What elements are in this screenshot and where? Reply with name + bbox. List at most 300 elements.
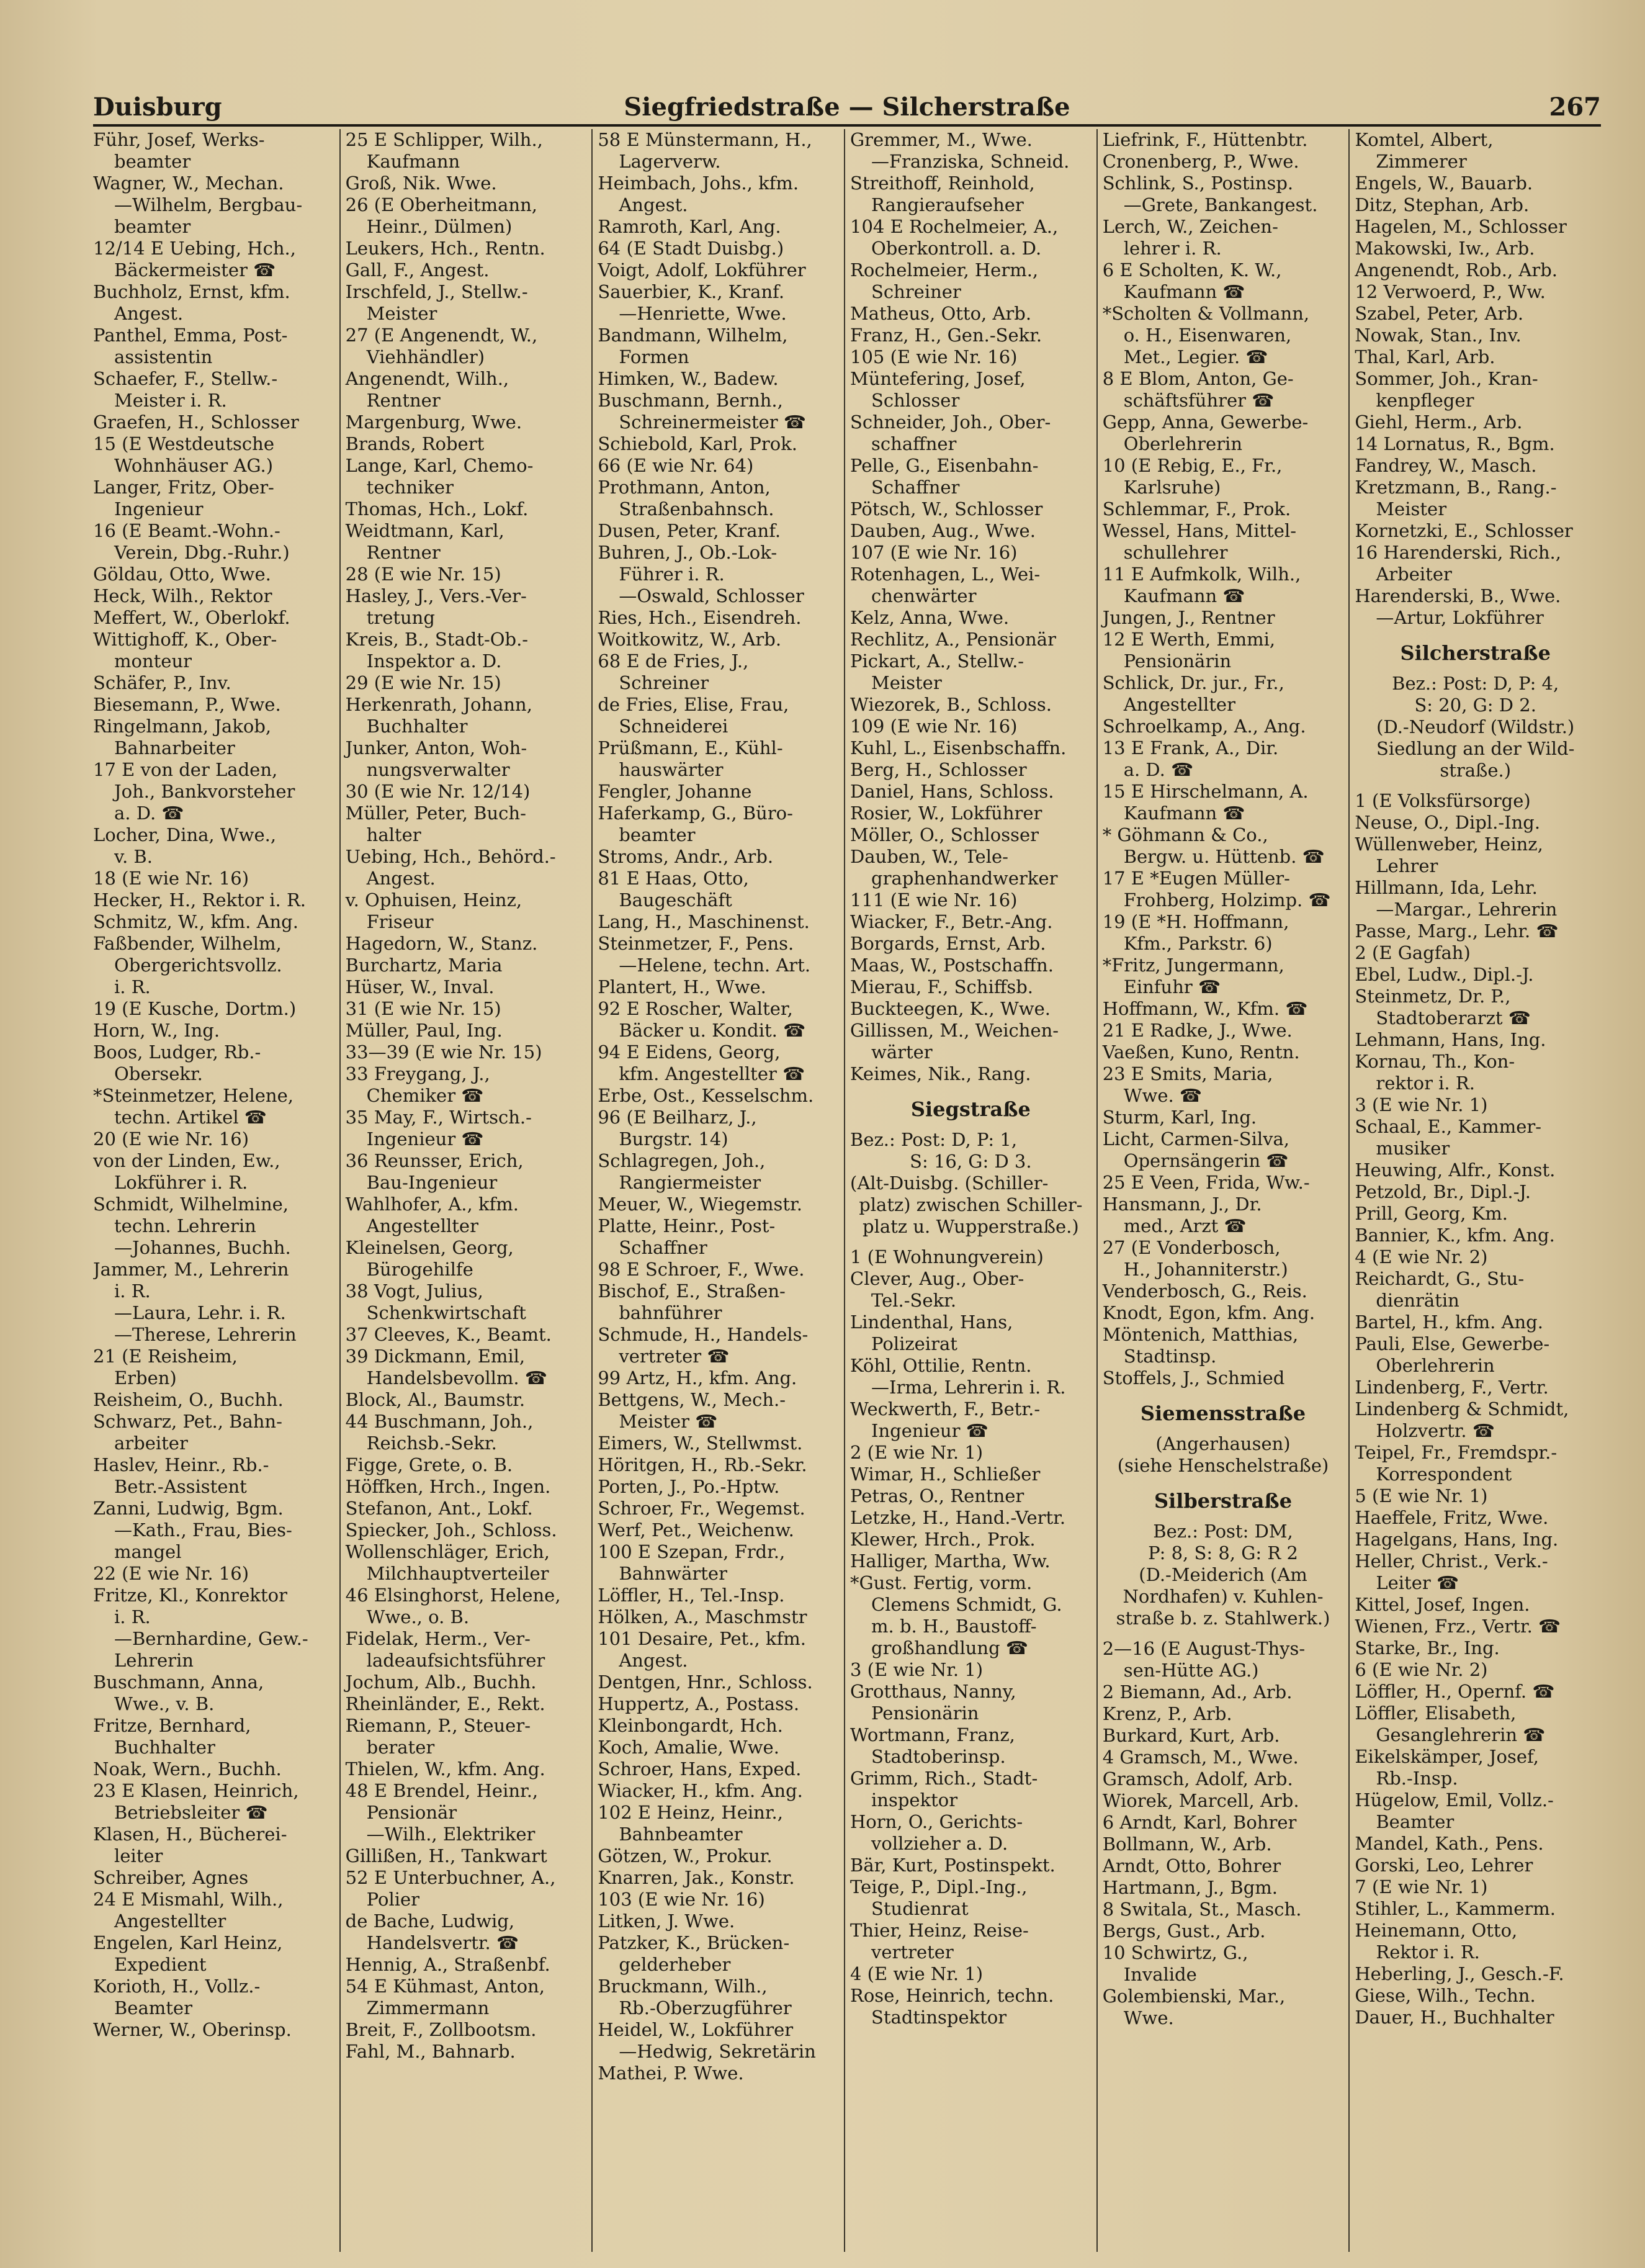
directory-line: Stoffels, J., Schmied: [1102, 1367, 1285, 1388]
directory-line: Buhren, J., Ob.-Lok-: [598, 542, 778, 563]
directory-line: i. R.: [114, 1280, 151, 1302]
directory-line: 21 E Radke, J., Wwe.: [1102, 1020, 1293, 1041]
directory-line: kfm. Angestellter ☎: [619, 1063, 805, 1084]
directory-line: Fritze, Kl., Konrektor: [93, 1585, 287, 1606]
directory-line: 6 (E wie Nr. 2): [1355, 1659, 1488, 1680]
directory-line: Baugeschäft: [619, 889, 732, 911]
column-6: [1348, 129, 1601, 2252]
directory-line: v. B.: [114, 846, 153, 867]
directory-line: kenpfleger: [1376, 390, 1474, 411]
directory-line: Kornetzki, E., Schlosser: [1355, 520, 1573, 541]
directory-line: Fahl, M., Bahnarb.: [345, 2041, 516, 2062]
directory-line: Klasen, H., Bücherei-: [93, 1824, 287, 1845]
directory-line: —Johannes, Buchh.: [114, 1237, 291, 1258]
directory-line: * Göhmann & Co.,: [1102, 824, 1268, 845]
directory-line: Faßbender, Wilhelm,: [93, 933, 282, 954]
directory-line: 6 E Scholten, K. W.,: [1102, 259, 1282, 281]
directory-line: Leukers, Hch., Rentn.: [345, 238, 545, 259]
directory-line: 94 E Eidens, Georg,: [598, 1042, 781, 1063]
directory-line: dienrätin: [1376, 1290, 1459, 1311]
directory-line: Jammer, M., Lehrerin: [93, 1259, 289, 1280]
directory-line: Weidtmann, Karl,: [345, 520, 504, 541]
directory-line: o. H., Eisenwaren,: [1123, 325, 1292, 346]
page-header: [93, 87, 1601, 127]
directory-line: Teige, P., Dipl.-Ing.,: [850, 1876, 1028, 1897]
directory-line: —Oswald, Schlosser: [619, 585, 804, 606]
directory-line: Bannier, K., kfm. Ang.: [1355, 1225, 1555, 1246]
directory-line: Dauben, Aug., Wwe.: [850, 520, 1036, 541]
directory-line: Beamter: [114, 1997, 192, 2018]
directory-line: 48 E Brendel, Heinr.,: [345, 1780, 539, 1801]
directory-line: Nowak, Stan., Inv.: [1355, 325, 1522, 346]
directory-line: (D.-Meiderich (Am: [1139, 1564, 1307, 1585]
directory-line: Löffler, H., Tel.-Insp.: [598, 1585, 785, 1606]
directory-line: Klewer, Hrch., Prok.: [850, 1529, 1036, 1550]
directory-line: Bez.: Post: D, P: 4,: [1392, 673, 1559, 694]
header-street-range: Siegfriedstraße — Silcherstraße: [624, 92, 1070, 122]
directory-line: bahnführer: [619, 1302, 722, 1323]
directory-line: v. Ophuisen, Heinz,: [345, 889, 522, 911]
directory-line: Woitkowitz, W., Arb.: [598, 629, 782, 650]
directory-line: Clemens Schmidt, G.: [871, 1594, 1062, 1615]
directory-line: Viehhändler): [366, 346, 485, 367]
directory-line: 21 (E Reisheim,: [93, 1346, 238, 1367]
page-number: 267: [1549, 92, 1601, 122]
directory-line: Korrespondent: [1376, 1464, 1512, 1485]
directory-line: Buschmann, Anna,: [93, 1672, 264, 1693]
directory-line: 8 Switala, St., Masch.: [1102, 1899, 1302, 1920]
directory-line: 111 (E wie Nr. 16): [850, 889, 1018, 911]
directory-line: (siehe Henschelstraße): [1117, 1455, 1329, 1476]
directory-line: Pelle, G., Eisenbahn-: [850, 455, 1039, 476]
directory-line: Buchholz, Ernst, kfm.: [93, 281, 290, 302]
directory-line: Rechlitz, A., Pensionär: [850, 629, 1056, 650]
directory-line: Wimar, H., Schließer: [850, 1464, 1041, 1485]
directory-line: 39 Dickmann, Emil,: [345, 1346, 526, 1367]
directory-line: Langer, Fritz, Ober-: [93, 477, 274, 498]
directory-line: Vaeßen, Kuno, Rentn.: [1102, 1042, 1300, 1063]
directory-line: Burgstr. 14): [619, 1128, 728, 1150]
directory-line: Himken, W., Badew.: [598, 368, 779, 389]
directory-line: Rentner: [366, 390, 441, 411]
directory-line: Hartmann, J., Bgm.: [1102, 1877, 1278, 1898]
directory-line: Schmude, H., Handels-: [598, 1324, 809, 1345]
directory-line: techn. Artikel ☎: [114, 1107, 267, 1128]
directory-line: Porten, J., Po.-Hptw.: [598, 1476, 780, 1497]
directory-line: Bäcker u. Kondit. ☎: [619, 1020, 806, 1041]
directory-line: 4 (E wie Nr. 1): [850, 1963, 984, 1984]
directory-line: 102 E Heinz, Heinr.,: [598, 1802, 783, 1823]
directory-line: 4 Gramsch, M., Wwe.: [1102, 1747, 1299, 1768]
directory-line: —Artur, Lokführer: [1376, 607, 1544, 628]
directory-line: Breit, F., Zollbootsm.: [345, 2019, 537, 2040]
directory-line: Angest.: [366, 868, 436, 889]
directory-line: Rentner: [366, 542, 441, 563]
directory-line: Makowski, Iw., Arb.: [1355, 238, 1535, 259]
directory-line: platz) zwischen Schiller-: [859, 1194, 1083, 1215]
directory-line: Rheinländer, E., Rekt.: [345, 1693, 545, 1714]
directory-line: straße b. z. Stahlwerk.): [1116, 1608, 1330, 1629]
directory-line: Prill, Georg, Km.: [1355, 1203, 1508, 1224]
directory-line: Schaefer, F., Stellw.-: [93, 368, 278, 389]
directory-line: Borgards, Ernst, Arb.: [850, 933, 1046, 954]
directory-line: Graefen, H., Schlosser: [93, 412, 299, 433]
directory-line: Lindenberg & Schmidt,: [1355, 1398, 1569, 1420]
directory-line: Betriebsleiter ☎: [114, 1802, 268, 1823]
directory-line: Götzen, W., Prokur.: [598, 1845, 773, 1866]
directory-line: Junker, Anton, Woh-: [345, 737, 527, 758]
directory-line: 24 E Mismahl, Wilh.,: [93, 1889, 284, 1910]
directory-line: Haeffele, Fritz, Wwe.: [1355, 1507, 1549, 1528]
directory-line: 12 Verwoerd, P., Ww.: [1355, 281, 1546, 302]
directory-line: Rose, Heinrich, techn.: [850, 1985, 1054, 2006]
directory-line: Fidelak, Herm., Ver-: [345, 1628, 531, 1649]
directory-line: Pensionär: [366, 1802, 457, 1823]
directory-line: 13 E Frank, A., Dir.: [1102, 737, 1279, 758]
directory-line: 17 E *Eugen Müller-: [1102, 868, 1290, 889]
directory-line: Lang, H., Maschinenst.: [598, 911, 810, 932]
directory-line: Heberling, J., Gesch.-F.: [1355, 1963, 1564, 1984]
directory-line: Stroms, Andr., Arb.: [598, 846, 774, 867]
directory-line: 81 E Haas, Otto,: [598, 868, 749, 889]
directory-line: Panthel, Emma, Post-: [93, 325, 288, 346]
directory-line: Führer i. R.: [619, 564, 725, 585]
directory-line: Letzke, H., Hand.-Vertr.: [850, 1507, 1066, 1528]
directory-line: Franz, H., Gen.-Sekr.: [850, 325, 1042, 346]
directory-line: Angestellter: [366, 1215, 478, 1236]
directory-line: Oberkontroll. a. D.: [871, 238, 1042, 259]
directory-line: musiker: [1376, 1138, 1450, 1159]
directory-line: 104 E Rochelmeier, A.,: [850, 216, 1059, 237]
directory-line: monteur: [114, 650, 192, 672]
directory-line: Angest.: [619, 194, 688, 215]
directory-line: Golembienski, Mar.,: [1102, 1986, 1286, 2007]
directory-line: Stadtinsp.: [1123, 1346, 1217, 1367]
directory-line: Bürogehilfe: [366, 1259, 473, 1280]
directory-line: Noak, Wern., Buchh.: [93, 1758, 282, 1780]
directory-line: Starke, Br., Ing.: [1355, 1637, 1500, 1658]
directory-line: Arndt, Otto, Bohrer: [1102, 1855, 1281, 1876]
directory-line: Angest.: [114, 303, 184, 324]
directory-line: Krenz, P., Arb.: [1102, 1703, 1232, 1724]
directory-line: Mathei, P. Wwe.: [598, 2063, 744, 2084]
directory-line: Dentgen, Hnr., Schloss.: [598, 1672, 813, 1693]
directory-line: Thielen, W., kfm. Ang.: [345, 1758, 545, 1780]
directory-line: Jungen, J., Rentner: [1102, 607, 1275, 628]
directory-line: Hagelen, M., Schlosser: [1355, 216, 1567, 237]
directory-line: Knodt, Egon, kfm. Ang.: [1102, 1302, 1316, 1323]
directory-line: Wienen, Frz., Vertr. ☎: [1355, 1616, 1561, 1637]
directory-line: 109 (E wie Nr. 16): [850, 716, 1018, 737]
directory-line: Ebel, Ludw., Dipl.-J.: [1355, 964, 1534, 985]
directory-line: Dauben, W., Tele-: [850, 846, 1008, 867]
directory-line: Bez.: Post: DM,: [1153, 1521, 1293, 1542]
directory-line: schäftsführer ☎: [1123, 390, 1275, 411]
directory-line: Betr.-Assistent: [114, 1476, 247, 1497]
directory-line: Szabel, Peter, Arb.: [1355, 303, 1524, 324]
directory-line: Angestellter: [1123, 694, 1235, 715]
directory-line: 7 (E wie Nr. 1): [1355, 1876, 1488, 1897]
directory-line: Plantert, H., Wwe.: [598, 976, 766, 997]
directory-line: beamter: [619, 824, 696, 845]
directory-line: Bergw. u. Hüttenb. ☎: [1123, 846, 1325, 867]
column-4: [844, 129, 1096, 2252]
directory-line: Lindenthal, Hans,: [850, 1312, 1013, 1333]
directory-line: Licht, Carmen-Silva,: [1102, 1128, 1290, 1150]
directory-line: Reichardt, G., Stu-: [1355, 1268, 1525, 1289]
directory-line: Haslev, Heinr., Rb.-: [93, 1454, 269, 1475]
directory-line: Kleinbongardt, Hch.: [598, 1715, 783, 1736]
directory-line: 98 E Schroer, F., Wwe.: [598, 1259, 805, 1280]
directory-line: Wwe., o. B.: [366, 1606, 470, 1627]
directory-line: Clever, Aug., Ober-: [850, 1268, 1024, 1289]
directory-line: Boos, Ludger, Rb.-: [93, 1042, 261, 1063]
directory-line: Gillissen, M., Weichen-: [850, 1020, 1059, 1041]
directory-line: Liefrink, F., Hüttenbtr.: [1102, 129, 1308, 150]
directory-line: Meffert, W., Oberlokf.: [93, 607, 290, 628]
directory-line: Passe, Marg., Lehr. ☎: [1355, 920, 1559, 942]
directory-line: Lagerverw.: [619, 151, 721, 172]
directory-line: Engels, W., Bauarb.: [1355, 173, 1533, 194]
directory-line: Hoffmann, W., Kfm. ☎: [1102, 998, 1308, 1019]
directory-line: 15 (E Westdeutsche: [93, 433, 274, 454]
directory-line: 20 (E wie Nr. 16): [93, 1128, 249, 1150]
directory-line: Handelsvertr. ☎: [366, 1932, 519, 1953]
directory-line: Meister: [871, 672, 942, 693]
directory-line: Kaufmann ☎: [1123, 585, 1245, 606]
directory-line: Giehl, Herm., Arb.: [1355, 412, 1523, 433]
directory-line: Heinr., Dülmen): [366, 216, 513, 237]
directory-line: Zimmermann: [366, 1997, 490, 2018]
directory-line: Litken, J. Wwe.: [598, 1910, 735, 1932]
directory-line: 6 Arndt, Karl, Bohrer: [1102, 1812, 1297, 1833]
directory-line: 15 E Hirschelmann, A.: [1102, 781, 1309, 802]
directory-line: P: 8, S: 8, G: R 2: [1148, 1542, 1298, 1564]
directory-line: *Fritz, Jungermann,: [1102, 955, 1284, 976]
directory-line: 12/14 E Uebing, Hch.,: [93, 238, 296, 259]
directory-line: wärter: [871, 1042, 933, 1063]
directory-line: Beamter: [1376, 1811, 1455, 1832]
directory-line: 33—39 (E wie Nr. 15): [345, 1042, 542, 1063]
directory-line: Sturm, Karl, Ing.: [1102, 1107, 1257, 1128]
directory-line: Kornau, Th., Kon-: [1355, 1051, 1515, 1072]
directory-line: Heck, Wilh., Rektor: [93, 585, 272, 606]
directory-line: Cronenberg, P., Wwe.: [1102, 151, 1299, 172]
directory-line: Halliger, Martha, Ww.: [850, 1550, 1051, 1572]
directory-line: tretung: [366, 607, 435, 628]
directory-line: Schneider, Joh., Ober-: [850, 412, 1051, 433]
directory-line: Mandel, Kath., Pens.: [1355, 1833, 1544, 1854]
directory-line: Hagelgans, Hans, Ing.: [1355, 1529, 1559, 1550]
directory-line: Reichsb.-Sekr.: [366, 1433, 497, 1454]
directory-line: Frohberg, Holzimp. ☎: [1123, 889, 1331, 911]
directory-line: Angenendt, Wilh.,: [345, 368, 509, 389]
directory-line: Heinemann, Otto,: [1355, 1920, 1518, 1941]
directory-line: Bergs, Gust., Arb.: [1102, 1920, 1266, 1942]
directory-line: Schreiner: [871, 281, 961, 302]
column-5: [1096, 129, 1349, 2252]
directory-line: 96 (E Beilharz, J.,: [598, 1107, 757, 1128]
directory-line: Bez.: Post: D, P: 1,: [850, 1129, 1018, 1150]
directory-line: Zimmerer: [1376, 151, 1467, 172]
directory-line: —Henriette, Wwe.: [619, 303, 787, 324]
directory-line: Milchhauptverteiler: [366, 1563, 549, 1584]
directory-line: Maas, W., Postschaffn.: [850, 955, 1054, 976]
directory-line: 16 (E Beamt.-Wohn.-: [93, 520, 280, 541]
directory-line: Bollmann, W., Arb.: [1102, 1834, 1272, 1855]
directory-line: Arbeiter: [1376, 564, 1452, 585]
street-heading: Silberstraße: [1154, 1489, 1293, 1513]
directory-line: 31 (E wie Nr. 15): [345, 998, 501, 1019]
directory-line: 14 Lornatus, R., Bgm.: [1355, 433, 1555, 454]
directory-line: Eikelskämper, Josef,: [1355, 1746, 1539, 1767]
directory-line: beamter: [114, 216, 191, 237]
directory-line: Bettgens, W., Mech.-: [598, 1389, 786, 1410]
directory-line: 27 (E Vonderbosch,: [1102, 1237, 1281, 1258]
directory-line: Voigt, Adolf, Lokführer: [598, 259, 806, 281]
street-heading: Siegstraße: [910, 1097, 1031, 1121]
directory-line: Schroer, Hans, Exped.: [598, 1758, 802, 1780]
directory-line: (D.-Neudorf (Wildstr.): [1376, 716, 1575, 737]
column-1: [93, 129, 339, 2252]
directory-line: Gramsch, Adolf, Arb.: [1102, 1768, 1293, 1789]
directory-line: Engelen, Karl Heinz,: [93, 1932, 283, 1953]
directory-line: —Helene, techn. Art.: [619, 955, 811, 976]
directory-line: Höritgen, H., Rb.-Sekr.: [598, 1454, 807, 1475]
directory-line: Rangiermeister: [619, 1172, 761, 1193]
directory-line: Schlosser: [871, 390, 960, 411]
directory-line: Biesemann, P., Wwe.: [93, 694, 281, 715]
directory-line: Kaufmann ☎: [1123, 281, 1245, 302]
directory-line: Zanni, Ludwig, Bgm.: [93, 1498, 284, 1519]
directory-line: Angest.: [619, 1650, 688, 1671]
directory-line: Studienrat: [871, 1898, 969, 1919]
directory-line: Dusen, Peter, Kranf.: [598, 520, 781, 541]
directory-line: Bau-Ingenieur: [366, 1172, 498, 1193]
directory-line: Spiecker, Joh., Schloss.: [345, 1519, 557, 1541]
directory-line: 38 Vogt, Julius,: [345, 1280, 483, 1302]
directory-line: Teipel, Fr., Fremdspr.-: [1355, 1442, 1558, 1463]
directory-line: H., Johanniterstr.): [1123, 1259, 1288, 1280]
directory-line: 37 Cleeves, K., Beamt.: [345, 1324, 552, 1345]
directory-line: Bahnbeamter: [619, 1824, 743, 1845]
directory-line: 105 (E wie Nr. 16): [850, 346, 1018, 367]
directory-line: Müller, Paul, Ing.: [345, 1020, 503, 1041]
directory-line: Bäckermeister ☎: [114, 259, 276, 281]
street-heading: Silcherstraße: [1400, 641, 1551, 665]
directory-line: Straßenbahnsch.: [619, 498, 774, 520]
column-2: [339, 129, 592, 2252]
directory-line: 27 (E Angenendt, W.,: [345, 325, 538, 346]
directory-line: Kfm., Parkstr. 6): [1123, 933, 1273, 954]
directory-line: Sommer, Joh., Kran-: [1355, 368, 1538, 389]
directory-line: Wohnhäuser AG.): [114, 455, 274, 476]
directory-line: Schreiner: [619, 672, 709, 693]
directory-line: Werner, W., Oberinsp.: [93, 2019, 292, 2040]
directory-line: Hecker, H., Rektor i. R.: [93, 889, 307, 911]
directory-line: Obergerichtsvollz.: [114, 955, 282, 976]
directory-line: 54 E Kühmast, Anton,: [345, 1976, 545, 1997]
directory-line: Wiezorek, B., Schloss.: [850, 694, 1052, 715]
directory-line: Stihler, L., Kammerm.: [1355, 1898, 1556, 1919]
directory-line: 103 (E wie Nr. 16): [598, 1889, 765, 1910]
directory-line: 2 (E Gagfah): [1355, 942, 1471, 963]
directory-line: Siedlung an der Wild-: [1376, 738, 1575, 759]
directory-line: Möller, O., Schlosser: [850, 824, 1039, 845]
directory-line: Lokführer i. R.: [114, 1172, 248, 1193]
directory-line: 19 (E *H. Hoffmann,: [1102, 911, 1289, 932]
directory-line: S: 16, G: D 3.: [910, 1151, 1032, 1172]
directory-line: 2 Biemann, Ad., Arb.: [1102, 1681, 1293, 1703]
directory-line: Schiebold, Karl, Prok.: [598, 433, 798, 454]
directory-line: Schneiderei: [619, 716, 728, 737]
directory-line: Angestellter: [114, 1910, 226, 1932]
directory-line: med., Arzt ☎: [1123, 1215, 1247, 1236]
directory-line: lehrer i. R.: [1123, 238, 1222, 259]
directory-line: Knarren, Jak., Konstr.: [598, 1867, 795, 1888]
directory-line: techniker: [366, 477, 454, 498]
directory-line: Block, Al., Baumstr.: [345, 1389, 526, 1410]
directory-line: Ingenieur ☎: [366, 1128, 484, 1150]
directory-line: (Alt-Duisbg. (Schiller-: [850, 1172, 1049, 1194]
directory-line: Schaal, E., Kammer-: [1355, 1116, 1542, 1137]
directory-line: Köhl, Ottilie, Rentn.: [850, 1355, 1032, 1376]
directory-line: Komtel, Albert,: [1355, 129, 1494, 150]
directory-line: Lindenberg, F., Vertr.: [1355, 1377, 1549, 1398]
directory-line: Harenderski, B., Wwe.: [1355, 585, 1561, 606]
directory-line: Schaffner: [619, 1237, 707, 1258]
directory-line: 26 (E Oberheitmann,: [345, 194, 537, 215]
directory-line: Berg, H., Schlosser: [850, 759, 1027, 780]
directory-line: Pensionärin: [871, 1703, 979, 1724]
directory-line: Meister: [366, 303, 437, 324]
directory-line: Werf, Pet., Weichenw.: [598, 1519, 794, 1541]
directory-line: Petzold, Br., Dipl.-J.: [1355, 1181, 1531, 1202]
directory-line: Schenkwirtschaft: [366, 1302, 526, 1323]
directory-line: Sauerbier, K., Kranf.: [598, 281, 785, 302]
directory-line: Grotthaus, Nanny,: [850, 1681, 1016, 1702]
directory-line: Schlemmar, F., Prok.: [1102, 498, 1291, 520]
directory-line: Leiter ☎: [1376, 1572, 1459, 1593]
directory-line: 44 Buschmann, Joh.,: [345, 1411, 534, 1432]
directory-line: Bruckmann, Wilh.,: [598, 1976, 768, 1997]
directory-line: 16 Harenderski, Rich.,: [1355, 542, 1561, 563]
directory-line: Müntefering, Josef,: [850, 368, 1026, 389]
directory-line: Meister: [1376, 498, 1447, 520]
directory-line: Nordhafen) v. Kuhlen-: [1123, 1586, 1324, 1607]
directory-line: Pensionärin: [1123, 650, 1232, 672]
directory-line: Rosier, W., Lokführer: [850, 803, 1042, 824]
directory-line: Bahnarbeiter: [114, 737, 235, 758]
directory-line: —Margar., Lehrerin: [1376, 899, 1558, 920]
directory-line: Buschmann, Bernh.,: [598, 390, 783, 411]
directory-line: Hagedorn, W., Stanz.: [345, 933, 538, 954]
directory-line: Burchartz, Maria: [345, 955, 503, 976]
header-city: Duisburg: [93, 92, 222, 122]
directory-line: Tel.-Sekr.: [871, 1290, 957, 1311]
directory-line: Schwarz, Pet., Bahn-: [93, 1411, 282, 1432]
directory-line: Opernsängerin ☎: [1123, 1150, 1289, 1171]
directory-line: Lange, Karl, Chemo-: [345, 455, 534, 476]
directory-line: von der Linden, Ew.,: [93, 1150, 280, 1171]
directory-line: a. D. ☎: [1123, 759, 1194, 780]
directory-line: Fandrey, W., Masch.: [1355, 455, 1537, 476]
directory-line: vollzieher a. D.: [871, 1833, 1008, 1854]
directory-line: 99 Artz, H., kfm. Ang.: [598, 1367, 797, 1388]
directory-line: Inspektor a. D.: [366, 650, 502, 672]
directory-line: Thal, Karl, Arb.: [1355, 346, 1495, 367]
directory-line: Meister i. R.: [114, 390, 227, 411]
